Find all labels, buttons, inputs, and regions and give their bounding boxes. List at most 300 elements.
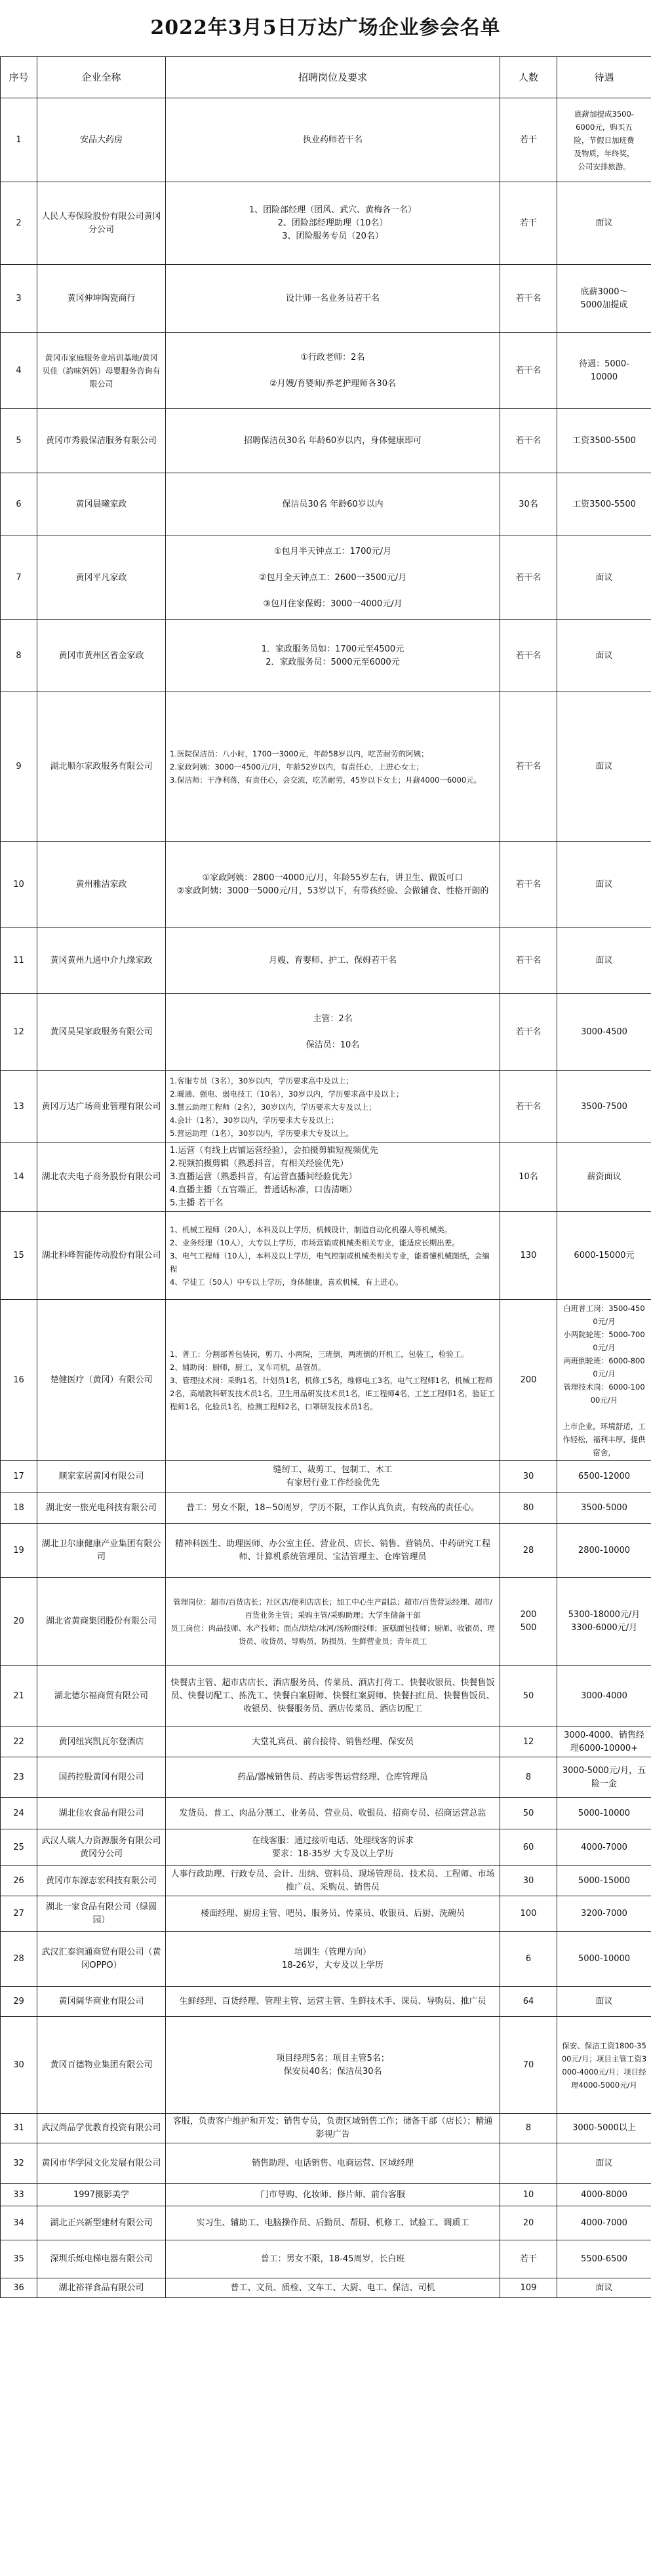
company-name: 武汉人瑞人力资源服务有限公司黄冈分公司 (37, 1829, 166, 1866)
job-line: 快餐店主管、超市店店长、酒店服务员、传菜员、酒店打荷工、快餐收银员、快餐售饭员、快餐切配工、拣洗工、快餐白案厨师、快餐红案厨师、快餐扫红员、快餐售饭员、收银员、快餐服务员、酒店传菜员、酒店切配工 (170, 1677, 495, 1714)
company-name: 黄冈昊昊家政服务有限公司 (37, 994, 166, 1071)
headcount (500, 182, 557, 265)
job-requirements (166, 2184, 500, 2206)
row-number: 4 (1, 333, 37, 409)
job-line: 项目经理5名；项目主管5名； (276, 2053, 389, 2063)
salary-line: 面议 (595, 761, 613, 771)
job-line: 4.直播主播（五官端正，普通话标准，口齿清晰） (170, 1185, 357, 1195)
table-header-row (1, 57, 651, 98)
row-number: 5 (1, 409, 37, 473)
headcount-line: 50 (523, 1808, 534, 1818)
job-line: 精神科医生、助理医师、办公室主任、营业员、店长、销售、营销员、中药研究工程师、计算机系统管理员、宝洁管理主、仓库管理员 (174, 1538, 490, 1562)
table-row (1, 1143, 651, 1212)
salary (557, 1300, 651, 1461)
job-line: 1．家政服务员如：1700元至4500元 (261, 644, 404, 654)
headcount (500, 265, 557, 333)
job-line: 在线客服：通过接听电话、处理线客的诉求 (251, 1835, 414, 1846)
company-name: 黄冈市东源志宏科技有限公司 (37, 1866, 166, 1896)
job-requirements (166, 1932, 500, 1987)
company-name: 湖北佳农食品有限公司 (37, 1798, 166, 1829)
job-line: 药品/器械销售员、药店零售运营经理、仓库管理员 (237, 1772, 428, 1782)
job-line: 招聘保洁员30名 年龄60岁以内，身体健康即可 (243, 435, 422, 446)
headcount (500, 1493, 557, 1524)
headcount (500, 333, 557, 409)
headcount (500, 1866, 557, 1896)
row-number: 25 (1, 1829, 37, 1866)
job-requirements (166, 1300, 500, 1461)
job-line: 楼面经理、厨房主管、吧员、服务员、传菜员、收银员、后厨、洗碗员 (200, 1908, 465, 1919)
job-line: 2.暖通、强电、弱电技工（10名），30岁以内，学历要求高中及以上； (170, 1089, 404, 1099)
salary-line: 工资3500-5500 (572, 499, 636, 509)
company-name: 人民人寿保险股份有限公司黄冈分公司 (37, 182, 166, 265)
job-requirements (166, 1143, 500, 1212)
headcount-line: 若干名 (515, 955, 542, 966)
salary (557, 1987, 651, 2017)
table-row (1, 1071, 651, 1143)
row-number: 19 (1, 1524, 37, 1578)
salary (557, 98, 651, 182)
job-requirements (166, 1727, 500, 1757)
row-number: 24 (1, 1798, 37, 1829)
job-line: 1、普工：分割部普包装岗，剪刀、小两院，三班倒，两班倒的开机工，包装工，检验工。 (170, 1349, 469, 1359)
company-name: 黄冈市华学园文化发展有限公司 (37, 2143, 166, 2184)
table-row (1, 620, 651, 692)
salary (557, 2240, 651, 2278)
company-name: 黄冈伸坤陶瓷商行 (37, 265, 166, 333)
salary (557, 265, 651, 333)
salary (557, 1896, 651, 1932)
headcount-line: 64 (523, 1996, 534, 2006)
salary (557, 1143, 651, 1212)
company-name: 湖北卫尔康健康产业集团有限公司 (37, 1524, 166, 1578)
salary (557, 1578, 651, 1666)
row-number: 29 (1, 1987, 37, 2017)
table-row (1, 2278, 651, 2298)
salary-line: 5000-10000 (578, 1808, 631, 1818)
company-name: 湖北科峰智能传动股份有限公司 (37, 1212, 166, 1300)
headcount-line: 30 (523, 1875, 534, 1886)
salary-line: 3200-7000 (581, 1908, 627, 1919)
headcount (500, 1896, 557, 1932)
company-name: 1997摄影美学 (37, 2184, 166, 2206)
job-requirements (166, 1578, 500, 1666)
salary (557, 1212, 651, 1300)
table-row (1, 1727, 651, 1757)
headcount (500, 1666, 557, 1727)
job-line: 有家居行业工作经验优先 (285, 1477, 380, 1488)
salary-line: 3000-4500 (581, 1026, 627, 1037)
salary (557, 1798, 651, 1829)
salary (557, 2017, 651, 2114)
table-row (1, 1866, 651, 1896)
row-number: 23 (1, 1757, 37, 1798)
job-requirements (166, 1798, 500, 1829)
job-requirements (166, 1461, 500, 1493)
salary-line: 上市企业，环境舒适，工作轻松，福利丰厚，提供宿舍， (562, 1421, 646, 1457)
headcount (500, 994, 557, 1071)
company-name: 黄冈市家庭服务业培训基地/黄冈贝佳（韵味妈妈）母婴服务咨询有限公司 (37, 333, 166, 409)
job-line (170, 1026, 496, 1039)
job-requirements (166, 2114, 500, 2143)
company-name: 湖北裕祥食品有限公司 (37, 2278, 166, 2298)
salary-line: 4000-7000 (581, 2217, 627, 2228)
job-requirements (166, 98, 500, 182)
table-row (1, 333, 651, 409)
row-number: 12 (1, 994, 37, 1071)
salary-line: 5000-10000 (578, 1953, 631, 1964)
salary-line: 面议 (595, 218, 613, 228)
row-number: 10 (1, 842, 37, 928)
salary-line: 工资3500-5500 (572, 435, 636, 446)
header-pay: 待遇 (557, 57, 651, 98)
header-count: 人数 (500, 57, 557, 98)
company-name: 黄冈黄州九通中介九缘家政 (37, 928, 166, 994)
company-name: 黄冈晨曦家政 (37, 473, 166, 536)
salary-line: 5500-6500 (581, 2254, 627, 2264)
headcount (500, 2017, 557, 2114)
job-line: 保安员40名；保洁员30名 (283, 2066, 382, 2077)
job-line: ②月嫂/育婴师/养老护理师各30名 (269, 378, 396, 389)
job-requirements (166, 2240, 500, 2278)
salary-line: 5300-18000元/月 (568, 1609, 641, 1620)
row-number: 18 (1, 1493, 37, 1524)
row-number: 7 (1, 536, 37, 620)
headcount (500, 1987, 557, 2017)
row-number: 6 (1, 473, 37, 536)
job-line: 3.慧云助理工程师（2名），30岁以内，学历要求大专及以上； (170, 1102, 376, 1112)
company-name: 顺家家居黄冈有限公司 (37, 1461, 166, 1493)
headcount (500, 536, 557, 620)
job-line: 要求：18-35岁 大专及以上学历 (272, 1848, 393, 1859)
salary-line: 管理技术岗：6000-10000元/月 (563, 1382, 645, 1405)
salary (557, 620, 651, 692)
company-name: 武汉汇泰润通商贸有限公司（黄冈OPPO） (37, 1932, 166, 1987)
table-row (1, 2206, 651, 2240)
salary (557, 2184, 651, 2206)
headcount (500, 473, 557, 536)
row-number: 28 (1, 1932, 37, 1987)
job-requirements (166, 265, 500, 333)
table-row (1, 928, 651, 994)
job-line: 销售助理、电话销售、电商运营、区域经理 (251, 2158, 414, 2168)
table-row (1, 2114, 651, 2143)
job-line: 2、团险部经理助理（10名） (277, 218, 388, 228)
headcount (500, 1798, 557, 1829)
company-name: 黄州雅洁家政 (37, 842, 166, 928)
job-line: 主管：2名 (313, 1013, 353, 1024)
salary-line: 3000-4000 (581, 1690, 627, 1701)
salary (557, 692, 651, 842)
salary (557, 333, 651, 409)
job-line: 生鲜经理、百货经理、管理主管、运营主管、生鲜技术手、课员、导购员、推广员 (179, 1996, 486, 2006)
table-row (1, 98, 651, 182)
document-title: 2022年3月5日万达广场企业参会名单 (150, 16, 501, 39)
job-requirements (166, 409, 500, 473)
salary (557, 2114, 651, 2143)
job-line: 管理岗位：超市/百货店长；社区店/便利店店长；加工中心生产副总；超市/百货营运经理、超市/百货业务主管；采购主管/采购助理；大学生储备干部 (173, 1597, 492, 1620)
salary-line: 3000-5000元/月，五险一金 (562, 1765, 646, 1789)
headcount-line: 100 (520, 1908, 537, 1919)
job-line: 执业药师若干名 (302, 134, 363, 145)
table-row (1, 1798, 651, 1829)
job-line: 大堂礼宾员、前台接待、销售经理、保安员 (251, 1736, 414, 1747)
headcount (500, 409, 557, 473)
headcount (500, 2240, 557, 2278)
job-requirements (166, 1071, 500, 1143)
salary (557, 1071, 651, 1143)
headcount-line: 8 (525, 1772, 532, 1782)
table-row (1, 1212, 651, 1300)
table-row (1, 2017, 651, 2114)
salary-line: 公司安排旅游。 (578, 161, 631, 171)
headcount-line: 若干名 (515, 1101, 542, 1112)
salary-line: 6500-12000 (578, 1471, 631, 1481)
job-line: 保洁员：10名 (306, 1040, 360, 1050)
job-line: 门市导购、化妆师、修片师、前台客服 (260, 2189, 405, 2200)
headcount-line: 若干名 (515, 293, 542, 303)
job-line (170, 558, 496, 572)
job-line: 1.运营（有线上店铺运营经验），会拍摄剪辑短视频优先 (170, 1146, 378, 1156)
salary-line: 两班倒轮班：6000-8000元/月 (563, 1356, 645, 1378)
row-number: 32 (1, 2143, 37, 2184)
company-name: 湖北安一旅光电科技有限公司 (37, 1493, 166, 1524)
job-line: ②包月全天钟点工：2600一3500元/月 (258, 572, 407, 583)
headcount-line: 12 (523, 1736, 534, 1747)
row-number: 35 (1, 2240, 37, 2278)
row-number: 1 (1, 98, 37, 182)
salary-line: 面议 (595, 955, 613, 966)
job-line: 人事行政助理、行政专员、会计、出纳、资料员、现场管理员、技术员、工程师、市场推广员、采购员、销售员 (170, 1869, 495, 1892)
job-requirements (166, 842, 500, 928)
headcount-line: 109 (520, 2282, 537, 2293)
table-row (1, 842, 651, 928)
headcount-line: 若干 (519, 218, 537, 228)
salary (557, 994, 651, 1071)
headcount-line: 6 (525, 1953, 532, 1964)
salary-line: 底薪加提成3500- (574, 109, 634, 119)
job-line (170, 364, 496, 378)
table-row (1, 2143, 651, 2184)
job-line: 5.营运助理（1名），30岁以内，学历要求大专及以上。 (170, 1128, 354, 1138)
headcount (500, 1932, 557, 1987)
salary-line: 薪资面议 (587, 1172, 621, 1182)
salary-line: 面议 (595, 2282, 613, 2293)
job-requirements (166, 1493, 500, 1524)
row-number: 2 (1, 182, 37, 265)
table-body (1, 98, 651, 2298)
job-line: 3、电气工程师（10人），本科及以上学历，电气控制或机械类相关专业，能看懂机械图纸，会编程 (170, 1251, 490, 1274)
row-number: 17 (1, 1461, 37, 1493)
company-name: 黄冈平凡家政 (37, 536, 166, 620)
salary (557, 409, 651, 473)
company-name: 安品大药房 (37, 98, 166, 182)
row-number: 22 (1, 1727, 37, 1757)
row-number: 15 (1, 1212, 37, 1300)
salary-line: 2800-10000 (578, 1545, 631, 1555)
table-row (1, 994, 651, 1071)
job-line: 实习生、辅助工、电脑操作员、后勤员、帮厨、机修工、试验工、调质工 (196, 2217, 469, 2228)
salary-line: 面议 (595, 1996, 613, 2006)
headcount (500, 2184, 557, 2206)
header-jobs: 招聘岗位及要求 (166, 57, 500, 98)
job-requirements (166, 1866, 500, 1896)
salary-line: 3000-4000、销售经理6000-10000+ (564, 1730, 644, 1753)
row-number: 30 (1, 2017, 37, 2114)
headcount-line: 200 (520, 1609, 537, 1620)
table-row (1, 1932, 651, 1987)
headcount (500, 1143, 557, 1212)
salary (557, 2278, 651, 2298)
job-requirements (166, 1757, 500, 1798)
salary-line: 3300-6000元/月 (570, 1622, 638, 1633)
headcount-line: 若干名 (515, 365, 542, 376)
row-number: 31 (1, 2114, 37, 2143)
headcount (500, 1524, 557, 1578)
company-name: 湖北顺尔家政服务有限公司 (37, 692, 166, 842)
headcount (500, 2114, 557, 2143)
salary-line (561, 1407, 647, 1420)
headcount (500, 1829, 557, 1866)
headcount-line: 若干 (519, 134, 537, 145)
job-line: 普工、文员、质检、文车工、大厨、电工、保洁、司机 (230, 2282, 435, 2293)
row-number: 3 (1, 265, 37, 333)
table-row (1, 692, 651, 842)
job-line: 1.客服专员（3名），30岁以内，学历要求高中及以上； (170, 1076, 354, 1085)
headcount (500, 1212, 557, 1300)
job-line: 客服，负责客户维护和开发；销售专员，负责区域销售工作；储备干部（店长）；精通影视广告 (172, 2117, 493, 2139)
company-name: 黄冈阔华商业有限公司 (37, 1987, 166, 2017)
salary-line: 4000-8000 (581, 2189, 627, 2200)
job-line: ③包月住家保姆：3000一4000元/月 (263, 598, 403, 609)
salary (557, 842, 651, 928)
headcount (500, 1727, 557, 1757)
job-line (170, 585, 496, 598)
row-number: 21 (1, 1666, 37, 1727)
salary-line: 面议 (595, 572, 613, 583)
table-row (1, 1666, 651, 1727)
job-line: ①行政老师：2名 (300, 352, 365, 362)
headcount-line: 若干名 (515, 435, 542, 446)
company-name: 黄冈市黄州区省金家政 (37, 620, 166, 692)
job-line: 1.医院保洁员：八小时，1700一3000元，年龄58岁以内，吃苦耐劳的阿姨； (170, 749, 429, 758)
headcount-line: 30名 (519, 499, 538, 509)
headcount-line: 500 (520, 1622, 537, 1633)
salary-line: 白班普工岗：3500-4500元/月 (563, 1303, 645, 1326)
headcount (500, 2206, 557, 2240)
headcount-line: 若干名 (515, 879, 542, 889)
job-requirements (166, 1666, 500, 1727)
company-name: 湖北德尔福商贸有限公司 (37, 1666, 166, 1727)
job-requirements (166, 692, 500, 842)
job-requirements (166, 1829, 500, 1866)
headcount (500, 2278, 557, 2298)
job-line: ①家政阿姨：2800一4000元/月，年龄55岁左右，讲卫生、做饭可口 (202, 872, 464, 883)
salary-line: 6000-15000元 (574, 1250, 635, 1260)
job-line: 2、辅助岗：厨师，厨工，叉车司机，品管员。 (170, 1362, 326, 1372)
headcount-line: 8 (525, 2123, 532, 2133)
job-requirements (166, 2206, 500, 2240)
table-row (1, 1896, 651, 1932)
headcount-line: 30 (523, 1471, 534, 1481)
headcount-line: 若干名 (515, 761, 542, 771)
job-requirements (166, 2278, 500, 2298)
table-row (1, 536, 651, 620)
job-line: ②家政阿姨：3000一5000元/月，53岁以下，有带孩经验、会做辅食、性格开朗的 (176, 886, 489, 896)
salary (557, 536, 651, 620)
headcount (500, 2143, 557, 2184)
job-requirements (166, 620, 500, 692)
headcount-line: 60 (523, 1842, 534, 1852)
headcount-line: 10 (523, 2189, 534, 2200)
job-requirements (166, 333, 500, 409)
job-line: 2.家政阿姨：3000一4500元/月，年龄52岁以内，有责任心，上进心女士； (170, 762, 424, 771)
headcount (500, 842, 557, 928)
salary (557, 1524, 651, 1578)
row-number: 26 (1, 1866, 37, 1896)
headcount-line: 130 (520, 1250, 537, 1260)
table-row (1, 182, 651, 265)
company-name: 湖北一家食品有限公司（绿圆园） (37, 1896, 166, 1932)
job-line: 缝纫工、裁剪工、包制工、木工 (273, 1464, 393, 1475)
salary-line: 面议 (595, 650, 613, 661)
row-number: 27 (1, 1896, 37, 1932)
salary-line: 4000-7000 (581, 1842, 627, 1852)
salary (557, 473, 651, 536)
salary-line: 3500-5000 (581, 1502, 627, 1513)
salary (557, 1932, 651, 1987)
table-row (1, 1578, 651, 1666)
company-name: 深圳乐烁电梯电器有限公司 (37, 2240, 166, 2278)
table-row (1, 1493, 651, 1524)
job-line: 普工：男女不限，18~50周岁，学历不限，工作认真负责，有较高的责任心。 (186, 1502, 479, 1513)
job-requirements (166, 1524, 500, 1578)
table-row (1, 1829, 651, 1866)
job-requirements (166, 2143, 500, 2184)
salary-line: 面议 (595, 2158, 613, 2168)
headcount (500, 1300, 557, 1461)
job-line: 保洁员30名 年龄60岁以内 (282, 499, 384, 509)
headcount (500, 98, 557, 182)
headcount-line: 200 (520, 1375, 537, 1385)
job-requirements (166, 473, 500, 536)
job-line: 5.主播 若干名 (170, 1198, 224, 1208)
company-name: 湖北正兴新型建材有限公司 (37, 2206, 166, 2240)
headcount-line: 20 (523, 2217, 534, 2228)
salary-line: 小两院轮班：5000-7000元/月 (563, 1329, 645, 1352)
headcount (500, 1757, 557, 1798)
job-requirements (166, 2017, 500, 2114)
headcount-line: 10名 (519, 1172, 538, 1182)
job-requirements (166, 182, 500, 265)
table-row (1, 473, 651, 536)
salary-line: 待遇：5000- (579, 359, 629, 369)
salary (557, 1461, 651, 1493)
salary (557, 2206, 651, 2240)
job-line: 发货员、普工、肉品分割工、业务员、营业员、收银员、招商专员、招商运营总监 (179, 1808, 486, 1818)
job-line: 1、机械工程师（20人），本科及以上学历，机械设计，制造自动化机器人等机械类。 (170, 1224, 452, 1234)
row-number: 8 (1, 620, 37, 692)
headcount (500, 620, 557, 692)
job-line: 3、团险服务专员（20名） (282, 231, 384, 241)
job-line: 3.直播运营（熟悉抖音，有运营直播间经验优先） (170, 1172, 357, 1182)
table-row (1, 409, 651, 473)
table-row (1, 1987, 651, 2017)
row-number: 33 (1, 2184, 37, 2206)
company-name: 武汉尚品学优教育投资有限公司 (37, 2114, 166, 2143)
headcount-line: 若干名 (515, 572, 542, 583)
salary (557, 1666, 651, 1727)
salary-line: 底薪3000～ (580, 286, 628, 297)
